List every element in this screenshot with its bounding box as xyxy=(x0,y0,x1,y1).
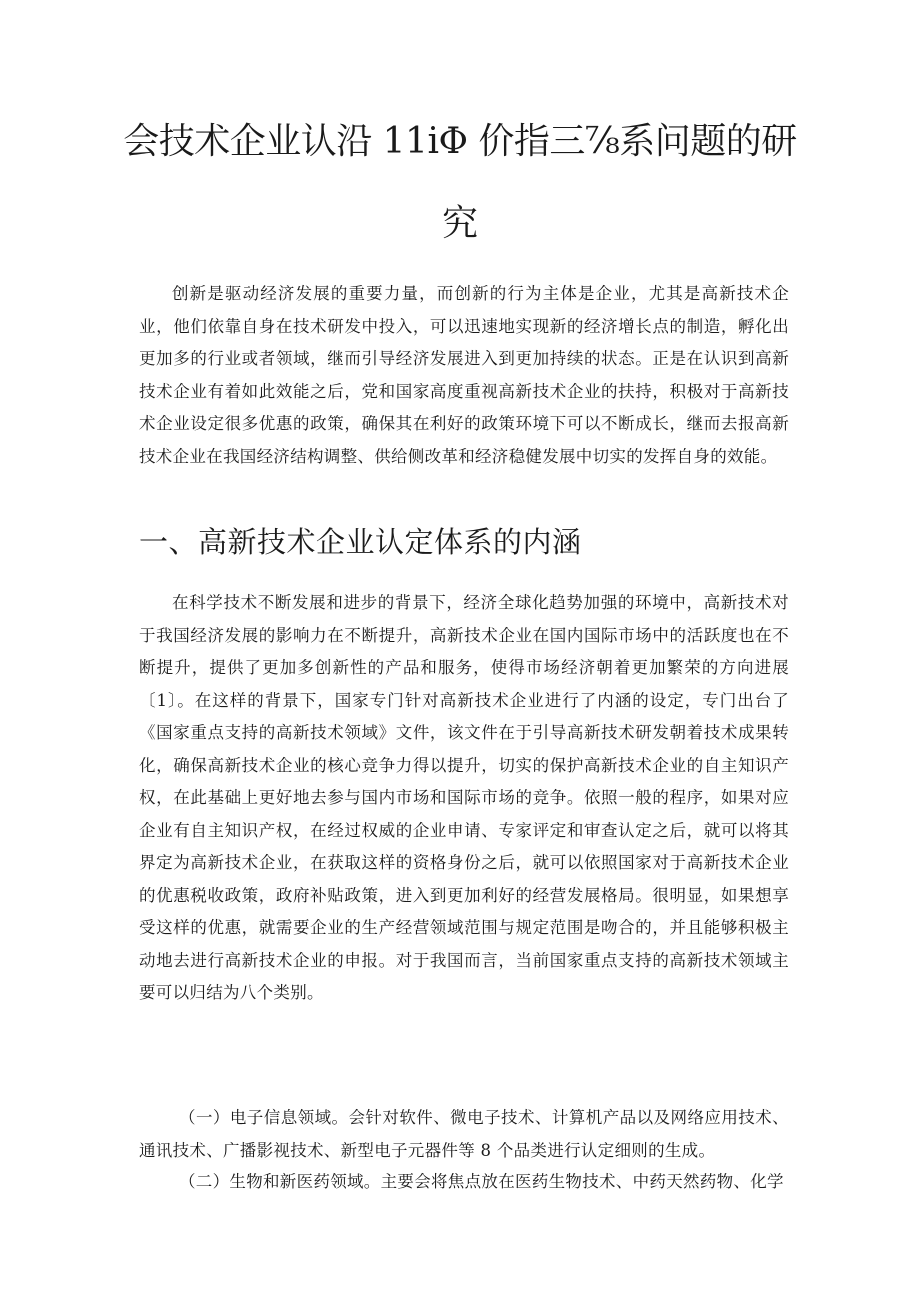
document-title: 会技术企业认沿 11iΦ 价指三⅞系问题的研 xyxy=(123,121,797,162)
section-heading: 一、高新技术企业认定体系的内涵 xyxy=(139,525,582,559)
list-item: （一）电子信息领域。会针对软件、微电子技术、计算机产品以及网络应用技术、通讯技术、广播影视技术、新型电子元器件等 8 个品类进行认定细则的生成。 xyxy=(139,1108,789,1160)
section-paragraph: 在科学技术不断发展和进步的背景下，经济全球化趋势加强的环境中，高新技术对于我国经济发展的影响力在不断提升，高新技术企业在国内国际市场中的活跃度也在不断提升，提供了更加多创新性的产品和服务，使得市场经济朝着更加繁荣的方向进展〔1〕。在这样的背景下，国家专门针对高新技术企业进行了内涵的设定，专门出台了《国家重点支持的高新技术领域》文件，该文件在于引导高新技术研发朝着技术成果转化，确保高新技术企业的核心竞争力得以提升，切实的保护高新技术企业的自主知识产权，在此基础上更好地去参与国内市场和国际市场的竞争。依照一般的程序，如果对应企业有自主知识产权，在经过权威的企业申请、专家评定和审查认定之后，就可以将其界定为高新技术企业，在获取这样的资格身份之后，就可以依照国家对于高新技术企业的优惠税收政策，政府补贴政策，进入到更加利好的经营发展格局。很明显，如果想享受这样的优惠，就需要企业的生产经营领域范围与规定范围是吻合的，并且能够积极主动地去进行高新技术企业的申报。对于我国而言，当前国家重点支持的高新技术领域主要可以归结为八个类别。 xyxy=(139,593,789,1002)
document-title-continuation: 究 xyxy=(441,203,478,244)
list-item: （二）生物和新医药领域。主要会将焦点放在医药生物技术、中药天然药物、化学 xyxy=(179,1172,784,1191)
intro-paragraph: 创新是驱动经济发展的重要力量，而创新的行为主体是企业，尤其是高新技术企业，他们依靠自身在技术研发中投入，可以迅速地实现新的经济增长点的制造，孵化出更加多的行业或者领域，继而引导经济发展进入到更加持续的状态。正是在认识到高新技术企业有着如此效能之后，党和国家高度重视高新技术企业的扶持，积极对于高新技术企业设定很多优惠的政策，确保其在利好的政策环境下可以不断成长，继而去报高新技术企业在我国经济结构调整、供给侧改革和经济稳健发展中切实的发挥自身的效能。 xyxy=(139,284,789,466)
